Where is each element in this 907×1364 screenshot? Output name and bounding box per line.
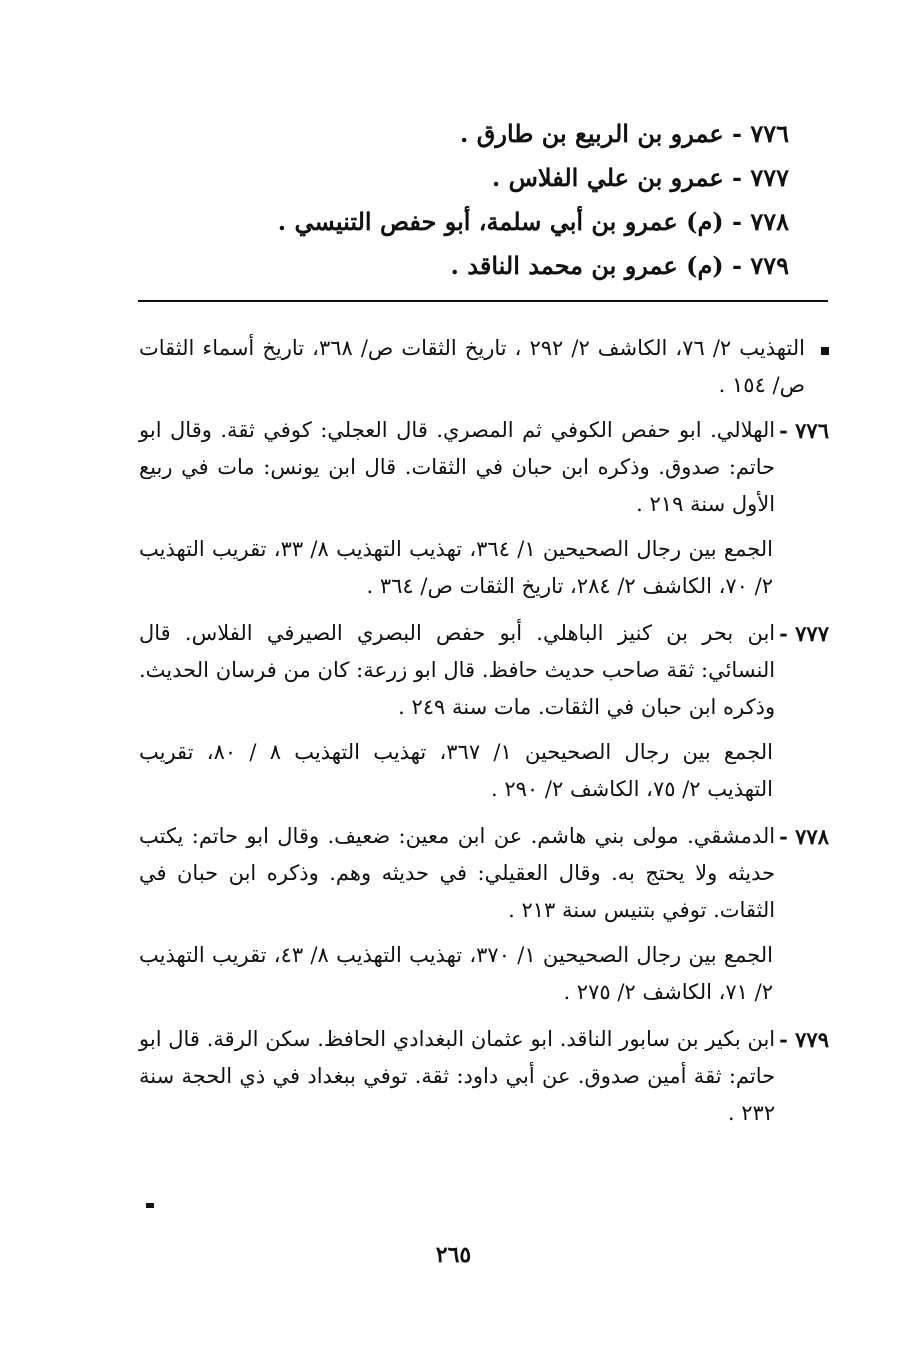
footnote-number: ٧٧٦ - (779, 418, 829, 443)
footnote-number: ٧٧٩ - (779, 1027, 829, 1052)
heading-779: ٧٧٩ - (م) عمرو بن محمد الناقد . (450, 251, 789, 280)
heading-776: ٧٧٦ - عمرو بن الربيع بن طارق . (460, 119, 789, 148)
intro-footnote (139, 330, 829, 404)
page-number: ٢٦٥ (435, 1242, 472, 1268)
footnote-marker (805, 330, 829, 404)
footnote-text: الهلالي. ابو حفص الكوفي ثم المصري. قال العجلي: كوفي ثقة. وقال ابو حاتم: صدوق. وذكره ابن حبان في الثقات. قال ابن يونس: مات في ربيع الأول سنة ٢١٩ . (139, 418, 776, 516)
footnote-text: ابن بحر بن كنيز الباهلي. أبو حفص البصري الصيرفي الفلاس. قال النسائي: ثقة صاحب حديث حافظ. قال ابو زرعة: كان من فرسان الحديث. وذكره ابن حبان في الثقات. مات سنة ٢٤٩ . (139, 621, 776, 719)
footnotes (139, 330, 829, 1140)
footnote-number: ٧٧٨ - (779, 824, 829, 849)
footnote-divider (138, 300, 828, 302)
footnote-references: الجمع بين رجال الصحيحين ١/ ٣٧٠، تهذيب التهذيب ٨/ ٤٣، تقريب التهذيب ٢/ ٧١، الكاشف ٢/ ٢٧٥ . (139, 943, 774, 1004)
end-mark-icon (146, 1203, 154, 1208)
footnote-text: ابن بكير بن سابور الناقد. ابو عثمان البغدادي الحافظ. سكن الرقة. قال ابو حاتم: ثقة أمين صدوق. عن أبي داود: ثقة. توفي ببغداد في ذي الحجة سنة ٢٣٢ . (139, 1027, 776, 1125)
heading-778: ٧٧٨ - (م) عمرو بن أبي سلمة، أبو حفص التنيسي . (277, 207, 789, 236)
footnote-777 (139, 615, 829, 726)
footnote-number: ٧٧٧ - (779, 621, 829, 646)
intro-footnote-text: التهذيب ٢/ ٧٦، الكاشف ٢/ ٢٩٢ ، تاريخ الثقات ص/ ٣٦٨، تاريخ أسماء الثقات ص/ ١٥٤ . (139, 336, 805, 397)
entry-headings (169, 112, 789, 288)
footnote-779 (139, 1021, 829, 1132)
footnote-references: الجمع بين رجال الصحيحين ١/ ٣٦٤، تهذيب التهذيب ٨/ ٣٣، تقريب التهذيب ٢/ ٧٠، الكاشف ٢/ ٢٨٤، تاريخ الثقات ص/ ٣٦٤ . (139, 537, 774, 598)
footnote-776 (139, 412, 829, 523)
footnote-references: الجمع بين رجال الصحيحين ١/ ٣٦٧، تهذيب التهذيب ٨ / ٨٠، تقريب التهذيب ٢/ ٧٥، الكاشف ٢/ ٢٩٠ . (139, 740, 773, 801)
bullet-mark-icon (821, 347, 829, 355)
footnote-778 (139, 818, 829, 929)
footnote-text: الدمشقي. مولى بني هاشم. عن ابن معين: ضعيف. وقال ابو حاتم: يكتب حديثه ولا يحتج به. وقال العقيلي: في حديثه وهم. وذكره ابن حبان في الثقات. توفي بتنيس سنة ٢١٣ . (139, 824, 776, 922)
heading-777: ٧٧٧ - عمرو بن علي الفلاس . (491, 163, 789, 192)
